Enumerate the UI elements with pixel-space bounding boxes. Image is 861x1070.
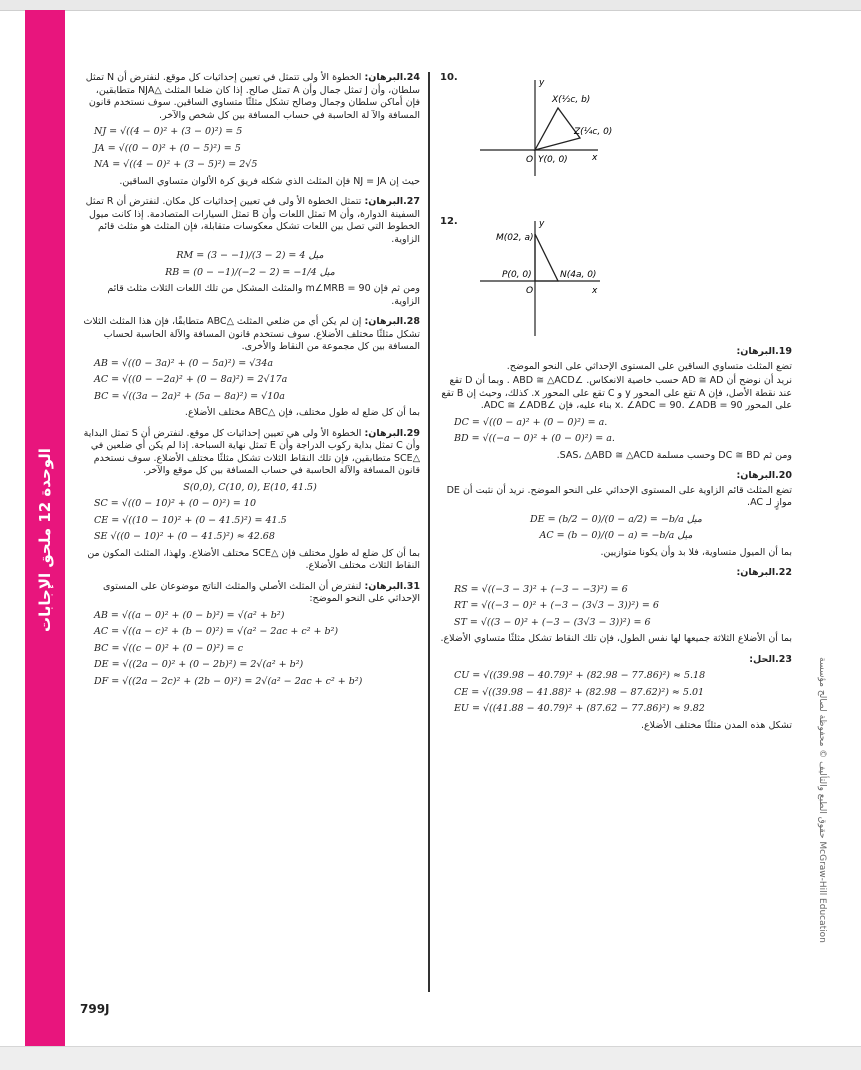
point-label-x: X(½c, b) (552, 95, 591, 105)
problem-27 (80, 196, 420, 308)
right-column (440, 72, 792, 734)
equation: EU = √((41.88 − 40.79)² + (87.62 − 77.86)²) ≈ 9.82 (454, 703, 705, 714)
coordinate-graph-10 (440, 72, 792, 182)
equation: CE = √((10 − 10)² + (0 − 41.5)²) = 41.5 (94, 514, 287, 526)
problem-29 (80, 428, 420, 573)
equation: CE = √((39.98 − 41.88)² + (82.98 − 87.62)²) ≈ 5.01 (454, 686, 705, 698)
problem-23 (440, 654, 792, 733)
problem-text: لنفترض أن المثلث الأصلي والمثلث الناتج موضوعان على المستوى الإحداثي على النحو الموضح: (102, 580, 420, 604)
problem-22 (440, 567, 792, 646)
problem-number: 27. (403, 196, 420, 207)
problem-label: البرهان: (364, 427, 404, 439)
problem-label: البرهان: (736, 567, 776, 578)
conclusion: تشكل هذه المدن مثلثًا مختلف الأضلاع. (640, 719, 792, 731)
equation: BC = √((3a − 2a)² + (5a − 8a)²) = √10a (94, 390, 285, 402)
equation: SC = √((0 − 10)² + (0 − 0)²) = 10 (94, 498, 256, 509)
equation: AC = √((a − c)² + (b − 0)²) = √(a² − 2ac + c² + b²) (94, 626, 339, 637)
origin-label: O (526, 286, 534, 296)
problem-number: 24. (403, 72, 420, 83)
equation: AC = √((0 − −2a)² + (0 − 8a)²) = 2√17a (94, 374, 288, 385)
problem-number: 19. (775, 346, 792, 357)
point-label-y: Y(0, 0) (538, 155, 568, 165)
equation: RT = √((−3 − 0)² + (−3 − (3√3 − 3))²) = 6 (454, 600, 659, 611)
problem-text: تضع المثلث قائم الزاوية على المستوى الإحداثي على النحو الموضح. نريد أن نثبت أن DE موازٍ لـ AC. (446, 484, 792, 508)
figure-number: 12. (440, 216, 458, 227)
axis-label-x: x (592, 153, 598, 163)
point-label-p: P(0, 0) (502, 270, 532, 280)
equation: SE √((0 − 10)² + (0 − 41.5)²) ≈ 42.68 (94, 531, 275, 542)
problem-label: البرهان: (736, 346, 776, 357)
equation: AB = √((0 − 3a)² + (0 − 5a)²) = √34a (94, 357, 274, 369)
equation: RM = (3 − −1)/(3 − 2) = 4 ميل (176, 250, 324, 261)
problem-20 (440, 470, 792, 559)
copyright-note: حقوق الطبع والتأليف © محفوظة لصالح مؤسسة McGraw-Hill Education (817, 657, 827, 943)
equation: NJ = √((4 − 0)² + (3 − 0)²) = 5 (94, 126, 243, 137)
conclusion: بما أن الميول متساوية، فلا بد وأن يكونا متوازيين. (600, 546, 792, 558)
problem-number: 22. (775, 567, 792, 578)
problem-label: البرهان: (736, 470, 776, 481)
equation: RS = √((−3 − 3)² + (−3 − −3)²) = 6 (454, 583, 628, 595)
point-label-m: M(02, a) (496, 233, 534, 243)
origin-label: O (526, 155, 534, 165)
problem-label: البرهان: (364, 316, 404, 327)
problem-text: نريد أن نوضح أن AD ≅ AD حسب خاصية الانعكاس. ∠ABD ≅ △ACD . وبما أن D تقع عند نقطة الأصل، فإن A تقع على المحور y و C تقع على المحور x. كذلك، وحيث إن B تقع على المحور x. ∠ADC = 90. ∠ADB = 90 بناء عليه، فإن ∠ADC ≅ ∠ADB. (441, 375, 792, 411)
left-column (80, 72, 420, 692)
equation: DF = √((2a − 2c)² + (2b − 0)²) = 2√(a² − 2ac + c² + b²) (94, 675, 363, 687)
equation: JA = √((0 − 0)² + (0 − 5)²) = 5 (94, 142, 241, 154)
equation: RB = (0 − −1)/(−2 − 2) = −1/4 ميل (165, 266, 335, 278)
problem-24 (80, 72, 420, 188)
coordinates: S(0,0), C(10, 0), E(10, 41.5) (183, 481, 317, 493)
problem-31 (80, 581, 420, 689)
equation: CU = √((39.98 − 40.79)² + (82.98 − 77.86)²) ≈ 5.18 (454, 670, 706, 681)
equation: BC = √((c − 0)² + (0 − 0)²) = c (94, 642, 244, 654)
conclusion: ومن ثم DC ≅ BD وحسب مسلمة SAS، △ABD ≅ △ACD. (556, 449, 792, 461)
page-number: 799J (80, 1002, 110, 1016)
equation: AC = (b − 0)/(0 − a) = −b/a ميل (539, 530, 693, 541)
equation: DC = √((0 − a)² + (0 − 0)²) = a. (454, 416, 608, 428)
figure-number: 10. (440, 72, 458, 83)
problem-text: الخطوة الأ ولى تتمثل في تعيين إحداثيات كل موقع. لنفترض أن N تمثل سلطان، وأن J تمثل جمال وأن A تمثل صالح. إذا كان ضلعا المثلث △NJA متطابقين، فإن أماكن سلطان وجمال وصالح تشكل مثلثًا متساوي الساقين. سوف نستخدم قانون المسافة والآ لة الحاسبة في حساب المسافة بين كل شخص والآخر. (85, 72, 420, 121)
coordinate-graph-12 (440, 216, 792, 346)
conclusion: بما أن كل ضلع له طول مختلف فإن △SCE مختلف الأضلاع. ولهذا، المثلث المكون من النقاط الثلاث مختلف الأضلاع. (87, 547, 420, 571)
equation: DE = (b/2 − 0)/(0 − a/2) = −b/a ميل (530, 513, 702, 525)
problem-number: 28. (403, 316, 420, 327)
equation: NA = √((4 − 0)² + (3 − 5)²) = 2√5 (94, 159, 258, 170)
equation: AB = √((a − 0)² + (0 − b)²) = √(a² + b²) (94, 609, 285, 621)
conclusion: بما أن الأضلاع الثلاثة جميعها لها نفس الطول، فإن تلك النقاط تشكل مثلثًا متساوي الأضلاع. (440, 633, 792, 644)
problem-label: البرهان: (364, 72, 404, 83)
problem-label: الحل: (749, 653, 776, 665)
axis-label-y: y (539, 219, 545, 229)
problem-text: تتمثل الخطوة الأ ولى في تعيين إحداثيات كل مكان. لنفترض أن R تمثل السفينة الدوارة، وأن M تمثل اللعات وأن B تمثل السيارات المتصادمة. إذا كانت ميول الخطوط التي تصل بين اللعات تشكل معكوسات متقابلة، فإن المثلث هو مثلث قائم الزاوية. (85, 196, 420, 245)
axis-label-y: y (539, 78, 545, 88)
problem-number: 29. (403, 427, 420, 439)
figure-12 (440, 216, 792, 346)
problem-text: الخطوة الأ ولى هي تعيين إحداثيات كل موقع. لنفترض أن S تمثل البداية وأن C تمثل بداية ركوب الدراجة وأن E تمثل نهاية السباحة. إذا لم يكن أي ضلعين في △SCE متطابقين، فإن تلك النقاط الثلاث تشكل مثلثًا مختلف الأضلاع. سوف نستخدم قانون المسافة والآلة الحاسبة في حساب المسافة بين كل موقع والآخر. (83, 427, 420, 476)
axis-label-x: x (592, 286, 598, 296)
conclusion: بما أن كل ضلع له طول مختلف، فإن △ABC مختلف الأضلاع. (184, 407, 420, 418)
problem-text: إن لم يكن أي من ضلعي المثلث △ABC متطابقًا، فإن هذا المثلث الثلاث تشكل مثلثًا مختلف الأضلاع. سوف نستخدم قانون المسافة والآلة الحاسبة لحساب المسافة بين كل مجموعة من النقاط والأخرى. (83, 316, 420, 352)
problem-28 (80, 316, 420, 420)
problem-number: 23. (775, 653, 792, 665)
problem-number: 31. (403, 580, 420, 592)
problem-label: البرهان: (364, 580, 404, 592)
problem-text: تضع المثلث متساوي الساقين على المستوى الإحداثي على النحو الموضح. (506, 360, 792, 372)
conclusion: حيث إن NJ = JA فإن المثلث الذي شكله فريق كرة الألوان متساوي الساقين. (119, 175, 420, 187)
conclusion: ومن ثم فإن m∠MRB = 90 والمثلث المشكل من تلك اللعات الثلاث مثلث قائم الزاوية. (107, 283, 420, 307)
point-label-n: N(4a, 0) (560, 270, 597, 280)
problem-19 (440, 346, 792, 462)
viewer-bottom-bar (0, 1046, 861, 1070)
figure-10 (440, 72, 792, 182)
equation: BD = √((−a − 0)² + (0 − 0)²) = a. (454, 433, 615, 444)
sidebar-label: الوحدة 12 ملحق الإجابات (36, 448, 54, 632)
problem-label: البرهان: (364, 196, 404, 207)
viewer-top-bar (0, 0, 861, 11)
point-label-z: Z(¼c, 0) (574, 127, 613, 137)
equation: DE = √((2a − 0)² + (0 − 2b)²) = 2√(a² + b²) (94, 659, 304, 670)
problem-number: 20. (775, 470, 792, 481)
equation: ST = √((3 − 0)² + (−3 − (3√3 − 3))²) = 6 (454, 616, 651, 628)
triangle-mpn (535, 234, 558, 281)
column-divider (428, 72, 430, 992)
